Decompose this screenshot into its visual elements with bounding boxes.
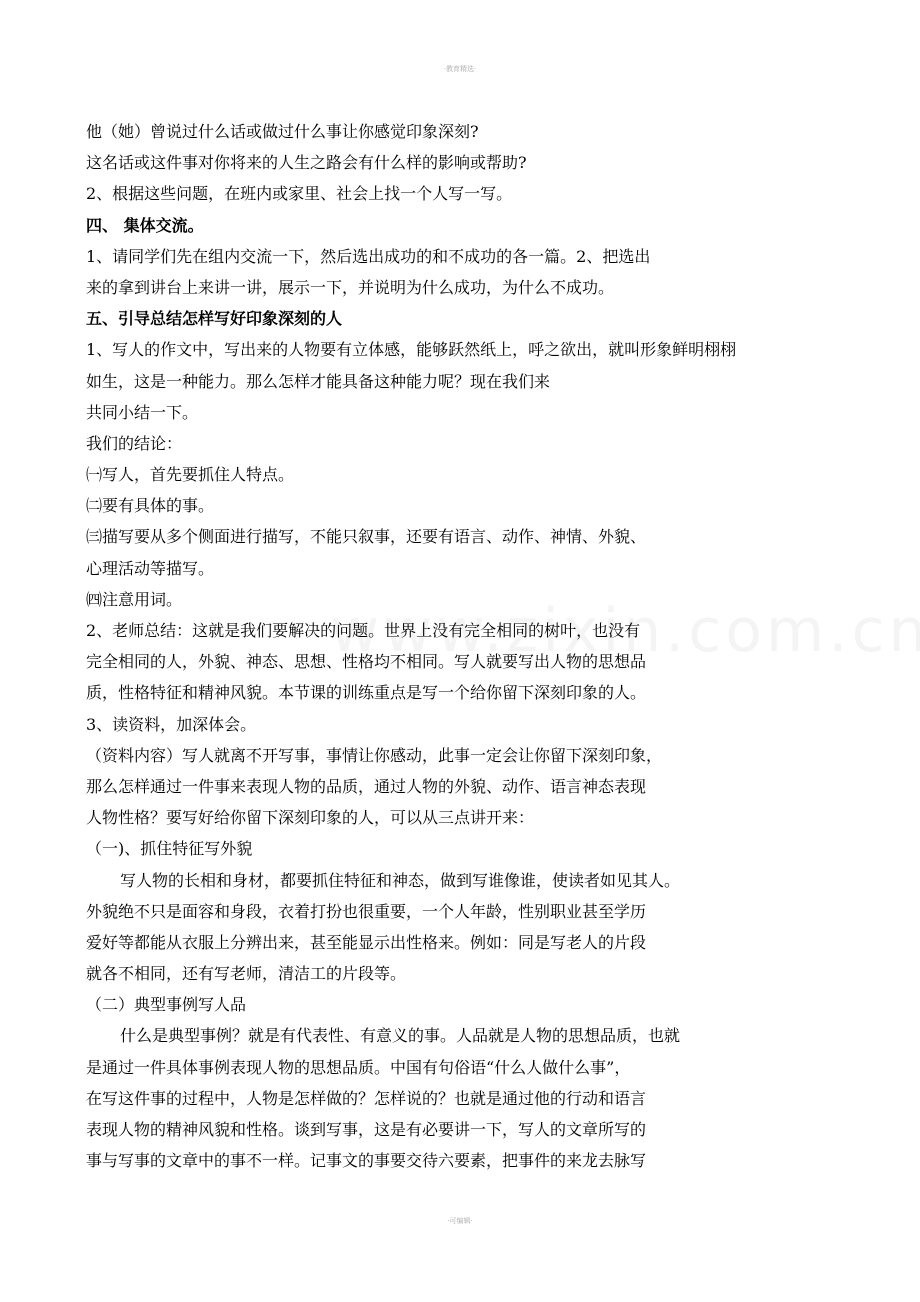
- text-line: 人物性格？要写好给你留下深刻印象的人，可以从三点讲开来：: [86, 808, 535, 828]
- text-line: 质，性格特征和精神风貌。本节课的训练重点是写一个给你留下深刻印象的人。: [86, 683, 647, 703]
- text-line: 什么是典型事例？就是有代表性、有意义的事。人品就是人物的思想品质，也就: [120, 1026, 681, 1046]
- text-line: 他（她）曾说过什么话或做过什么事让你感觉印象深刻?: [86, 122, 479, 141]
- text-line: 这名话或这件事对你将来的人生之路会有什么样的影响或帮助?: [86, 153, 527, 173]
- text-line: 心理活动等描写。: [86, 558, 215, 578]
- page-header-note: ·教育精选·: [443, 65, 477, 73]
- text-line: 爱好等都能从衣服上分辨出来，甚至能显示出性格来。例如：同是写老人的片段: [86, 932, 647, 952]
- text-line: （一)、抓住特征写外貌: [86, 839, 253, 859]
- text-line: ㈡要有具体的事。: [86, 496, 215, 516]
- section-heading: 四、 集体交流。: [86, 215, 204, 235]
- text-line: 2、根据这些问题，在班内或家里、社会上找一个人写一写。: [86, 184, 513, 204]
- text-line: 共同小结一下。: [86, 402, 199, 422]
- text-line: 表现人物的精神风貌和性格。谈到写事，这是有必要讲一下，写人的文章所写的: [86, 1120, 647, 1139]
- text-line: （二）典型事例写人品: [86, 995, 247, 1015]
- text-line: 完全相同的人，外貌、神态、思想、性格均不相同。写人就要写出人物的思想品: [86, 652, 647, 672]
- text-line: 就各不相同，还有写老师，清洁工的片段等。: [86, 964, 407, 984]
- text-line: （资料内容）写人就离不开写事，事情让你感动，此事一定会让你留下深刻印象，: [86, 745, 663, 765]
- page-footer-note: ·可编辑·: [447, 1217, 473, 1225]
- text-line: ㈠写人，首先要抓住人特点。: [86, 465, 295, 485]
- text-line: 外貌绝不只是面容和身段，衣着打扮也很重要，一个人年龄，性别职业甚至学历: [86, 901, 647, 921]
- text-line: 在写这件事的过程中，人物是怎样做的？怎样说的？也就是通过他的行动和语言: [86, 1088, 647, 1108]
- text-line: 那么怎样通过一件事来表现人物的品质，通过人物的外貌、动作、语言神态表现: [86, 776, 647, 796]
- text-line: ㈢描写要从多个侧面进行描写，不能只叙事，还要有语言、动作、神情、外貌、: [86, 527, 647, 547]
- document-body: [86, 116, 856, 1176]
- text-line: 2、老师总结：这就是我们要解决的问题。世界上没有完全相同的树叶，也没有: [86, 621, 641, 640]
- text-line: 如生，这是一种能力。那么怎样才能具备这种能力呢？现在我们来: [86, 371, 551, 391]
- text-line: 1、写人的作文中，写出来的人物要有立体感，能够跃然纸上，呼之欲出，就叫形象鲜明栩栩: [86, 340, 737, 360]
- text-line: 1、请同学们先在组内交流一下，然后选出成功的和不成功的各一篇。2、把选出: [86, 246, 651, 266]
- text-line: 3、读资料，加深体会。: [86, 714, 257, 734]
- text-line: 是通过一件具体事例表现人物的思想品质。中国有句俗语“什么人做什么事”，: [86, 1057, 631, 1077]
- text-line: ㈣注意用词。: [86, 589, 183, 609]
- text-line: 事与写事的文章中的事不一样。记事文的事要交待六要素，把事件的来龙去脉写: [86, 1151, 647, 1171]
- text-line: 我们的结论：: [86, 433, 183, 453]
- text-line: 来的拿到讲台上来讲一讲，展示一下，并说明为什么成功，为什么不成功。: [86, 277, 615, 297]
- section-heading: 五、引导总结怎样写好印象深刻的人: [86, 309, 343, 329]
- text-line: 写人物的长相和身材，都要抓住特征和神态，做到写谁像谁，使读者如见其人。: [120, 870, 681, 890]
